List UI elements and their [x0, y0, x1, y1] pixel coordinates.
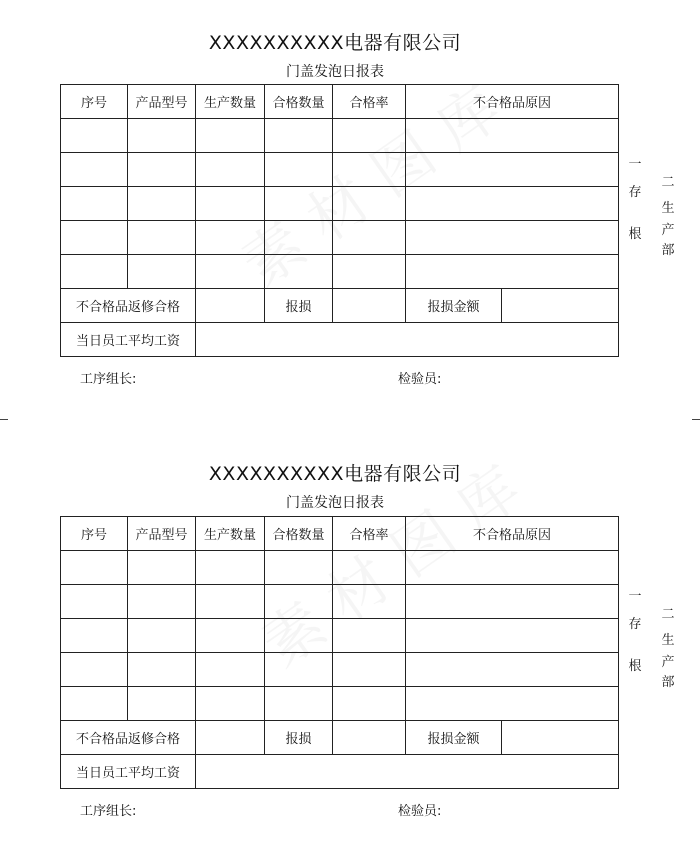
- cell[interactable]: [196, 221, 265, 255]
- cell[interactable]: [265, 551, 333, 585]
- cell[interactable]: [128, 255, 196, 289]
- side-char: 生: [661, 633, 675, 648]
- cell[interactable]: [196, 619, 265, 653]
- side-char: 一: [628, 157, 642, 172]
- table-row: [61, 551, 619, 585]
- cell[interactable]: [265, 221, 333, 255]
- scrap-label: 报损: [265, 289, 333, 323]
- cell[interactable]: [196, 585, 265, 619]
- cell[interactable]: [333, 221, 406, 255]
- table-row: [61, 255, 619, 289]
- report-table: [60, 516, 619, 789]
- cell[interactable]: [196, 687, 265, 721]
- col-header-defect-reason: 不合格品原因: [406, 85, 619, 119]
- col-header-production-qty: 生产数量: [196, 517, 265, 551]
- table-row: [61, 119, 619, 153]
- side-char: 存: [628, 617, 642, 632]
- inspector-label: 检验员:: [398, 372, 442, 387]
- inspector-label: 检验员:: [398, 804, 442, 819]
- repair-label: 不合格品返修合格: [61, 289, 196, 323]
- cell[interactable]: [406, 187, 619, 221]
- cell[interactable]: [333, 119, 406, 153]
- col-header-model: 产品型号: [128, 85, 196, 119]
- cell[interactable]: [265, 585, 333, 619]
- cell[interactable]: [265, 687, 333, 721]
- wage-label: 当日员工平均工资: [61, 755, 196, 789]
- cell[interactable]: [128, 653, 196, 687]
- scrap-amount-value-cell[interactable]: [502, 721, 619, 755]
- cell[interactable]: [265, 187, 333, 221]
- col-header-defect-reason: 不合格品原因: [406, 517, 619, 551]
- side-char: 产: [661, 223, 675, 238]
- cell[interactable]: [265, 153, 333, 187]
- report-title: 门盖发泡日报表: [286, 64, 384, 80]
- repair-value-cell[interactable]: [196, 721, 265, 755]
- cell[interactable]: [333, 585, 406, 619]
- cell[interactable]: [333, 255, 406, 289]
- daily-report-form-1: [0, 0, 700, 420]
- cell[interactable]: [406, 687, 619, 721]
- side-char: 二: [661, 175, 675, 190]
- cell[interactable]: [128, 119, 196, 153]
- header-row: [61, 517, 619, 551]
- cell[interactable]: [406, 255, 619, 289]
- report-title: 门盖发泡日报表: [286, 495, 384, 511]
- wage-row: [61, 323, 619, 357]
- wage-value-cell[interactable]: [196, 323, 619, 357]
- cell[interactable]: [333, 187, 406, 221]
- company-name: XXXXXXXXXX电器有限公司: [208, 463, 462, 485]
- cell[interactable]: [61, 153, 128, 187]
- repair-label: 不合格品返修合格: [61, 721, 196, 755]
- cell[interactable]: [265, 619, 333, 653]
- scrap-amount-label: 报损金额: [406, 721, 502, 755]
- col-header-production-qty: 生产数量: [196, 85, 265, 119]
- cell[interactable]: [265, 119, 333, 153]
- col-header-seq: 序号: [61, 85, 128, 119]
- cell[interactable]: [406, 221, 619, 255]
- scrap-value-cell[interactable]: [333, 721, 406, 755]
- side-char: 存: [628, 185, 642, 200]
- cell[interactable]: [406, 119, 619, 153]
- cell[interactable]: [406, 551, 619, 585]
- cell[interactable]: [128, 221, 196, 255]
- summary-row: [61, 289, 619, 323]
- scrap-value-cell[interactable]: [333, 289, 406, 323]
- report-table: [60, 84, 619, 357]
- col-header-seq: 序号: [61, 517, 128, 551]
- col-header-pass-rate: 合格率: [333, 517, 406, 551]
- cell[interactable]: [128, 687, 196, 721]
- side-char: 部: [661, 243, 675, 258]
- cell[interactable]: [333, 619, 406, 653]
- table-row: [61, 687, 619, 721]
- cell[interactable]: [196, 551, 265, 585]
- col-header-model: 产品型号: [128, 517, 196, 551]
- cell[interactable]: [333, 153, 406, 187]
- cell[interactable]: [406, 619, 619, 653]
- wage-row: [61, 755, 619, 789]
- cell[interactable]: [61, 255, 128, 289]
- col-header-pass-rate: 合格率: [333, 85, 406, 119]
- process-leader-label: 工序组长:: [80, 804, 137, 819]
- col-header-qualified-qty: 合格数量: [265, 85, 333, 119]
- table-row: [61, 221, 619, 255]
- cell[interactable]: [61, 619, 128, 653]
- cell[interactable]: [128, 153, 196, 187]
- cell[interactable]: [128, 619, 196, 653]
- wage-value-cell[interactable]: [196, 755, 619, 789]
- side-char: 部: [661, 675, 675, 690]
- cell[interactable]: [333, 653, 406, 687]
- cell[interactable]: [333, 551, 406, 585]
- table-row: [61, 619, 619, 653]
- cell[interactable]: [128, 187, 196, 221]
- table-row: [61, 153, 619, 187]
- cell[interactable]: [61, 221, 128, 255]
- repair-value-cell[interactable]: [196, 289, 265, 323]
- col-header-qualified-qty: 合格数量: [265, 517, 333, 551]
- cell[interactable]: [265, 255, 333, 289]
- cell[interactable]: [128, 551, 196, 585]
- daily-report-form-2: [0, 432, 700, 843]
- side-char: 产: [661, 655, 675, 670]
- table-row: [61, 653, 619, 687]
- table-row: [61, 187, 619, 221]
- company-name: XXXXXXXXXX电器有限公司: [208, 32, 462, 54]
- cell[interactable]: [406, 653, 619, 687]
- cell[interactable]: [128, 585, 196, 619]
- cell[interactable]: [196, 255, 265, 289]
- side-char: 生: [661, 201, 675, 216]
- header-row: [61, 85, 619, 119]
- side-char: 一: [628, 589, 642, 604]
- cell[interactable]: [61, 187, 128, 221]
- cell[interactable]: [61, 653, 128, 687]
- cell[interactable]: [196, 187, 265, 221]
- scrap-label: 报损: [265, 721, 333, 755]
- cell[interactable]: [265, 653, 333, 687]
- process-leader-label: 工序组长:: [80, 372, 137, 387]
- cell[interactable]: [333, 687, 406, 721]
- cell[interactable]: [61, 585, 128, 619]
- cell[interactable]: [196, 153, 265, 187]
- wage-label: 当日员工平均工资: [61, 323, 196, 357]
- side-char: 根: [628, 227, 642, 242]
- cell[interactable]: [406, 585, 619, 619]
- side-char: 根: [628, 659, 642, 674]
- cell[interactable]: [406, 153, 619, 187]
- scrap-amount-value-cell[interactable]: [502, 289, 619, 323]
- scrap-amount-label: 报损金额: [406, 289, 502, 323]
- cell[interactable]: [61, 551, 128, 585]
- side-char: 二: [661, 607, 675, 622]
- summary-row: [61, 721, 619, 755]
- cell[interactable]: [61, 687, 128, 721]
- table-row: [61, 585, 619, 619]
- cell[interactable]: [196, 119, 265, 153]
- cell[interactable]: [196, 653, 265, 687]
- cell[interactable]: [61, 119, 128, 153]
